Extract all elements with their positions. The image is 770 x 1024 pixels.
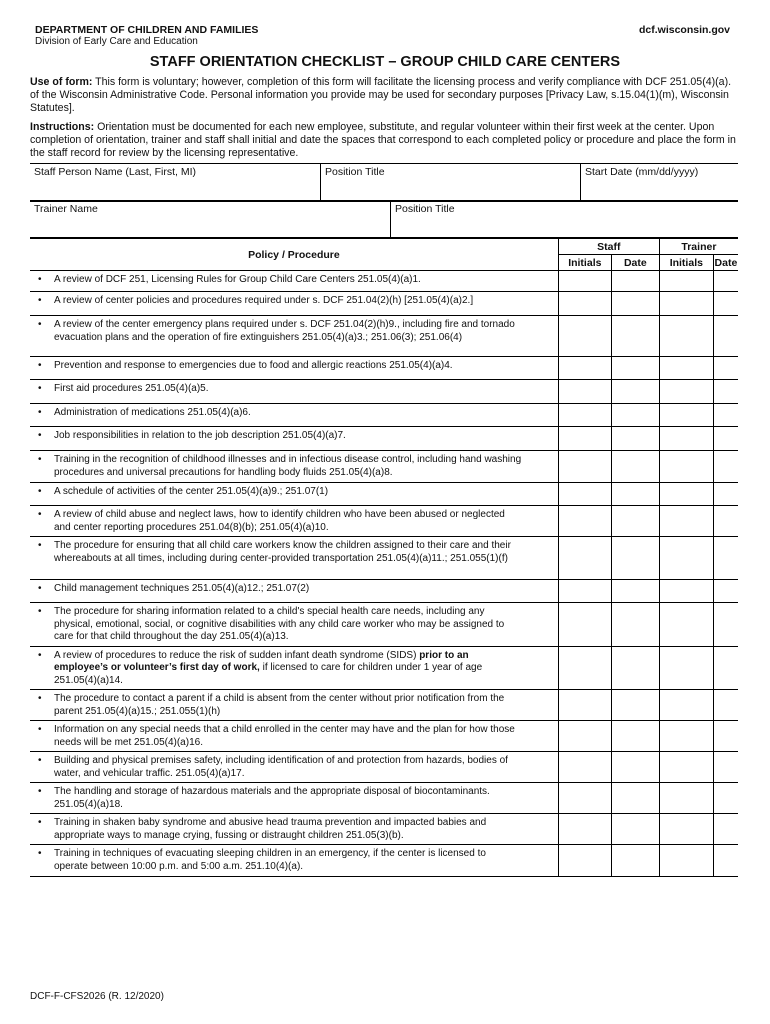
trainer-date-cell[interactable]	[713, 580, 738, 603]
trainer-initials-cell[interactable]	[659, 690, 713, 721]
policy-item-text: A review of the center emergency plans required under s. DCF 251.04(2)(h)9., including fire and tornado evacuation plans and the operation of fire extinguishers 251.05(4)(a)3.; 251.06(3); 251.06(4)	[54, 319, 515, 343]
checklist-row	[30, 292, 738, 316]
checklist-row	[30, 845, 738, 877]
policy-item-text: The procedure for sharing information related to a child's special health care needs, including any physical, emotional, social, or cognitive disabilities with any child care worker who may be assigned to care for that child throughout the day 251.05(4)(a)13.	[54, 606, 505, 642]
trainer-initials-cell[interactable]	[659, 404, 713, 427]
policy-item	[30, 845, 558, 877]
staff-date-cell[interactable]	[611, 271, 659, 292]
trainer-name-field[interactable]	[30, 201, 390, 238]
policy-item-text: A review of center policies and procedures required under s. DCF 251.04(2)(h) [251.05(4)(a)2.]	[54, 295, 474, 306]
trainer-date-cell[interactable]	[713, 483, 738, 506]
staff-initials-cell[interactable]	[558, 506, 611, 537]
policy-item	[30, 404, 558, 427]
bullet-icon: •	[38, 509, 42, 520]
trainer-initials-cell[interactable]	[659, 537, 713, 580]
trainer-date-cell[interactable]	[713, 845, 738, 877]
staff-date-cell[interactable]	[611, 752, 659, 783]
trainer-initials-cell[interactable]	[659, 483, 713, 506]
policy-item-text: Child management techniques 251.05(4)(a)12.; 251.07(2)	[54, 583, 310, 594]
staff-initials-cell[interactable]	[558, 814, 611, 845]
bullet-icon: •	[38, 583, 42, 594]
staff-initials-cell[interactable]	[558, 271, 611, 292]
form-number: DCF-F-CFS2026 (R. 12/2020)	[30, 991, 164, 1002]
staff-initials-cell[interactable]	[558, 721, 611, 752]
staff-date-cell[interactable]	[611, 721, 659, 752]
checklist-row	[30, 537, 738, 580]
checklist-row	[30, 483, 738, 506]
staff-date-header: Date	[611, 255, 659, 271]
staff-initials-cell[interactable]	[558, 404, 611, 427]
instructions-text: Orientation must be documented for each new employee, substitute, and regular volunteer within their first week at the center. Upon completion of orientation, trainer and staff shall initial and date the spaces that correspond to each completed policy or procedure and place the form in the staff record for review by the licensing representative.	[30, 121, 736, 159]
trainer-position-title-field[interactable]	[390, 201, 738, 238]
bullet-icon: •	[38, 693, 42, 704]
start-date-field[interactable]	[580, 164, 738, 201]
staff-initials-cell[interactable]	[558, 783, 611, 814]
staff-date-cell[interactable]	[611, 580, 659, 603]
bullet-icon: •	[38, 540, 42, 551]
trainer-date-cell[interactable]	[713, 603, 738, 647]
checklist-row	[30, 380, 738, 404]
bullet-icon: •	[38, 848, 42, 859]
policy-item-text: Training in the recognition of childhood illnesses and in infectious disease control, including hand washing procedures and universal precautions for handling body fluids 251.05(4)(a)8.	[54, 454, 522, 478]
bullet-icon: •	[38, 383, 42, 394]
staff-initials-cell[interactable]	[558, 316, 611, 357]
bullet-icon: •	[38, 407, 42, 418]
staff-date-cell[interactable]	[611, 404, 659, 427]
trainer-initials-cell[interactable]	[659, 357, 713, 380]
staff-initials-cell[interactable]	[558, 483, 611, 506]
start-date-label: Start Date (mm/dd/yyyy)	[585, 166, 699, 178]
trainer-initials-cell[interactable]	[659, 380, 713, 404]
trainer-date-header: Date	[714, 256, 738, 269]
policy-item-text: A schedule of activities of the center 251.05(4)(a)9.; 251.07(1)	[54, 486, 329, 497]
policy-item	[30, 451, 558, 483]
checklist-row	[30, 506, 738, 537]
policy-item-text: Administration of medications 251.05(4)(a)6.	[54, 407, 251, 418]
staff-date-cell[interactable]	[611, 427, 659, 451]
policy-item-text: A review of DCF 251, Licensing Rules for Group Child Care Centers 251.05(4)(a)1.	[54, 274, 421, 285]
checklist-row	[30, 646, 738, 690]
policy-item	[30, 752, 558, 783]
trainer-date-cell[interactable]	[713, 404, 738, 427]
trainer-date-cell[interactable]	[713, 506, 738, 537]
trainer-date-cell[interactable]	[713, 427, 738, 451]
policy-item	[30, 603, 558, 647]
staff-initials-cell[interactable]	[558, 427, 611, 451]
trainer-name-label: Trainer Name	[34, 203, 98, 215]
bullet-icon: •	[38, 724, 42, 735]
trainer-date-cell[interactable]	[713, 292, 738, 316]
checklist-row	[30, 451, 738, 483]
staff-date-cell[interactable]	[611, 603, 659, 647]
trainer-initials-cell[interactable]	[659, 427, 713, 451]
checklist-row	[30, 357, 738, 380]
policy-item-text: Training in techniques of evacuating sleeping children in an emergency, if the center is licensed to operate between 10:00 p.m. and 5:00 a.m. 251.10(4)(a).	[54, 848, 486, 872]
staff-date-cell[interactable]	[611, 690, 659, 721]
policy-item-text: Job responsibilities in relation to the job description 251.05(4)(a)7.	[54, 430, 346, 441]
policy-item	[30, 783, 558, 814]
staff-date-cell[interactable]	[611, 292, 659, 316]
bullet-icon: •	[38, 454, 42, 465]
policy-item-text: The procedure to contact a parent if a child is absent from the center without prior notification from the parent 251.05(4)(a)15.; 251.055(1)(h)	[54, 693, 505, 717]
bullet-icon: •	[38, 430, 42, 441]
trainer-date-cell[interactable]	[713, 271, 738, 292]
staff-date-cell[interactable]	[611, 357, 659, 380]
trainer-date-cell[interactable]	[713, 646, 738, 690]
staff-initials-cell[interactable]	[558, 690, 611, 721]
trainer-initials-cell[interactable]	[659, 292, 713, 316]
trainer-initials-cell[interactable]	[659, 814, 713, 845]
orientation-checklist-table	[30, 237, 738, 877]
bullet-icon: •	[38, 360, 42, 371]
policy-item	[30, 690, 558, 721]
staff-date-cell[interactable]	[611, 380, 659, 404]
trainer-initials-cell[interactable]	[659, 752, 713, 783]
policy-column-header: Policy / Procedure	[30, 238, 558, 271]
checklist-row	[30, 690, 738, 721]
division-name: Division of Early Care and Education	[35, 36, 198, 47]
trainer-column-header: Trainer	[659, 238, 738, 255]
bullet-icon: •	[38, 274, 42, 285]
trainer-initials-cell[interactable]	[659, 271, 713, 292]
policy-item-text: Training in shaken baby syndrome and abusive head trauma prevention and impacted babies and appropriate ways to manage crying, fussing or distraught children 251.05(3)(b).	[54, 817, 487, 841]
checklist-row	[30, 316, 738, 357]
website-link[interactable]: dcf.wisconsin.gov	[638, 24, 730, 36]
trainer-date-cell[interactable]	[713, 380, 738, 404]
trainer-initials-cell[interactable]	[659, 451, 713, 483]
policy-item	[30, 721, 558, 752]
staff-initials-cell[interactable]	[558, 752, 611, 783]
staff-column-header: Staff	[558, 238, 659, 255]
use-of-form-paragraph	[30, 76, 742, 115]
sids-emphasis: prior to an employee’s or volunteer’s first day of work,	[54, 649, 469, 673]
policy-item	[30, 483, 558, 506]
form-title: STAFF ORIENTATION CHECKLIST – GROUP CHILD CARE CENTERS	[149, 54, 621, 70]
trainer-initials-cell[interactable]	[659, 783, 713, 814]
instructions-label: Instructions:	[30, 121, 95, 133]
staff-name-field[interactable]	[30, 164, 320, 201]
policy-item-text: The procedure for ensuring that all child care workers know the children assigned to their care and their whereabouts at all times, including during center-provided transportation 251.05(4)(a)11.; 251.055(1)(f)	[54, 540, 511, 564]
checklist-row	[30, 271, 738, 292]
policy-item	[30, 271, 558, 292]
bullet-icon: •	[38, 606, 42, 617]
bullet-icon: •	[38, 817, 42, 828]
trainer-position-title-label: Position Title	[395, 203, 455, 215]
bullet-icon: •	[38, 649, 42, 661]
trainer-initials-cell[interactable]	[659, 845, 713, 877]
policy-item-text: First aid procedures 251.05(4)(a)5.	[54, 383, 209, 394]
staff-date-cell[interactable]	[611, 783, 659, 814]
staff-initials-cell[interactable]	[558, 646, 611, 690]
bullet-icon: •	[38, 755, 42, 766]
trainer-date-cell[interactable]	[713, 537, 738, 580]
trainer-initials-cell[interactable]	[659, 721, 713, 752]
policy-item	[30, 537, 558, 580]
staff-initials-cell[interactable]	[558, 845, 611, 877]
staff-date-cell[interactable]	[611, 506, 659, 537]
policy-item	[30, 380, 558, 404]
position-title-field[interactable]	[320, 164, 580, 201]
trainer-date-cell[interactable]	[713, 451, 738, 483]
staff-date-cell[interactable]	[611, 537, 659, 580]
trainer-initials-cell[interactable]	[659, 316, 713, 357]
checklist-row	[30, 814, 738, 845]
bullet-icon: •	[38, 786, 42, 797]
policy-item-text: The handling and storage of hazardous materials and the appropriate disposal of biocontaminants. 251.05(4)(a)18.	[54, 786, 490, 810]
staff-initials-cell[interactable]	[558, 357, 611, 380]
trainer-date-cell[interactable]	[713, 814, 738, 845]
policy-item	[30, 580, 558, 603]
checklist-row	[30, 752, 738, 783]
staff-date-cell[interactable]	[611, 814, 659, 845]
trainer-info-row	[30, 200, 738, 238]
policy-item-text: A review of child abuse and neglect laws, how to identify children who have been abused or neglected and center reporting procedures 251.04(8)(b); 251.05(4)(a)10.	[54, 509, 505, 533]
bullet-icon: •	[38, 319, 42, 330]
department-name: DEPARTMENT OF CHILDREN AND FAMILIES	[35, 24, 259, 36]
staff-initials-cell[interactable]	[558, 451, 611, 483]
trainer-date-cell[interactable]	[713, 752, 738, 783]
checklist-row	[30, 404, 738, 427]
trainer-date-cell[interactable]	[713, 316, 738, 357]
staff-initials-cell[interactable]	[558, 380, 611, 404]
staff-name-label: Staff Person Name (Last, First, MI)	[34, 166, 197, 178]
staff-initials-cell[interactable]	[558, 292, 611, 316]
position-title-label: Position Title	[325, 166, 385, 178]
checklist-row	[30, 580, 738, 603]
policy-item	[30, 814, 558, 845]
trainer-date-cell[interactable]	[713, 357, 738, 380]
bullet-icon: •	[38, 486, 42, 497]
staff-initials-cell[interactable]	[558, 580, 611, 603]
policy-item-text: Information on any special needs that a child enrolled in the center may have and the plan for how those needs will be met 251.05(4)(a)16.	[54, 724, 515, 748]
bullet-icon: •	[38, 295, 42, 306]
staff-date-cell[interactable]	[611, 646, 659, 690]
trainer-initials-cell[interactable]	[659, 646, 713, 690]
trainer-initials-header: Initials	[659, 255, 713, 271]
trainer-initials-cell[interactable]	[659, 580, 713, 603]
use-of-form-label: Use of form:	[30, 76, 93, 88]
trainer-date-cell[interactable]	[713, 690, 738, 721]
checklist-row	[30, 721, 738, 752]
policy-item	[30, 357, 558, 380]
checklist-row	[30, 603, 738, 647]
policy-item-text: A review of procedures to reduce the risk of sudden infant death syndrome (SIDS) prior to an employee’s or volunteer’s first day of work, if licensed to care for children under 1 year of age 251.05(4)(a)14.	[54, 649, 483, 686]
staff-date-cell[interactable]	[611, 483, 659, 506]
policy-item	[30, 316, 558, 357]
staff-date-cell[interactable]	[611, 316, 659, 357]
policy-item	[30, 646, 558, 690]
trainer-date-cell[interactable]	[713, 783, 738, 814]
staff-initials-header: Initials	[558, 255, 611, 271]
policy-item	[30, 506, 558, 537]
policy-item-text: Building and physical premises safety, including identification of and protection from hazards, bodies of water, and vehicular traffic. 251.05(4)(a)17.	[54, 755, 508, 779]
staff-date-cell[interactable]	[611, 845, 659, 877]
policy-item	[30, 292, 558, 316]
instructions-paragraph	[30, 121, 742, 160]
staff-initials-cell[interactable]	[558, 537, 611, 580]
trainer-date-cell[interactable]	[713, 721, 738, 752]
staff-info-row	[30, 163, 738, 202]
checklist-row	[30, 427, 738, 451]
staff-initials-cell[interactable]	[558, 603, 611, 647]
trainer-initials-cell[interactable]	[659, 506, 713, 537]
checklist-row	[30, 783, 738, 814]
policy-item-text: Prevention and response to emergencies due to food and allergic reactions 251.05(4)(a)4.	[54, 360, 453, 371]
trainer-initials-cell[interactable]	[659, 603, 713, 647]
use-of-form-text: This form is voluntary; however, completion of this form will facilitate the licensing process and verify compliance with DCF 251.05(4)(a). of the Wisconsin Administrative Code. Personal information you provide may be used for secondary purposes [Privacy Law, s.15.04(1)(m), Wisconsin Statutes].	[30, 76, 732, 114]
staff-date-cell[interactable]	[611, 451, 659, 483]
policy-item	[30, 427, 558, 451]
